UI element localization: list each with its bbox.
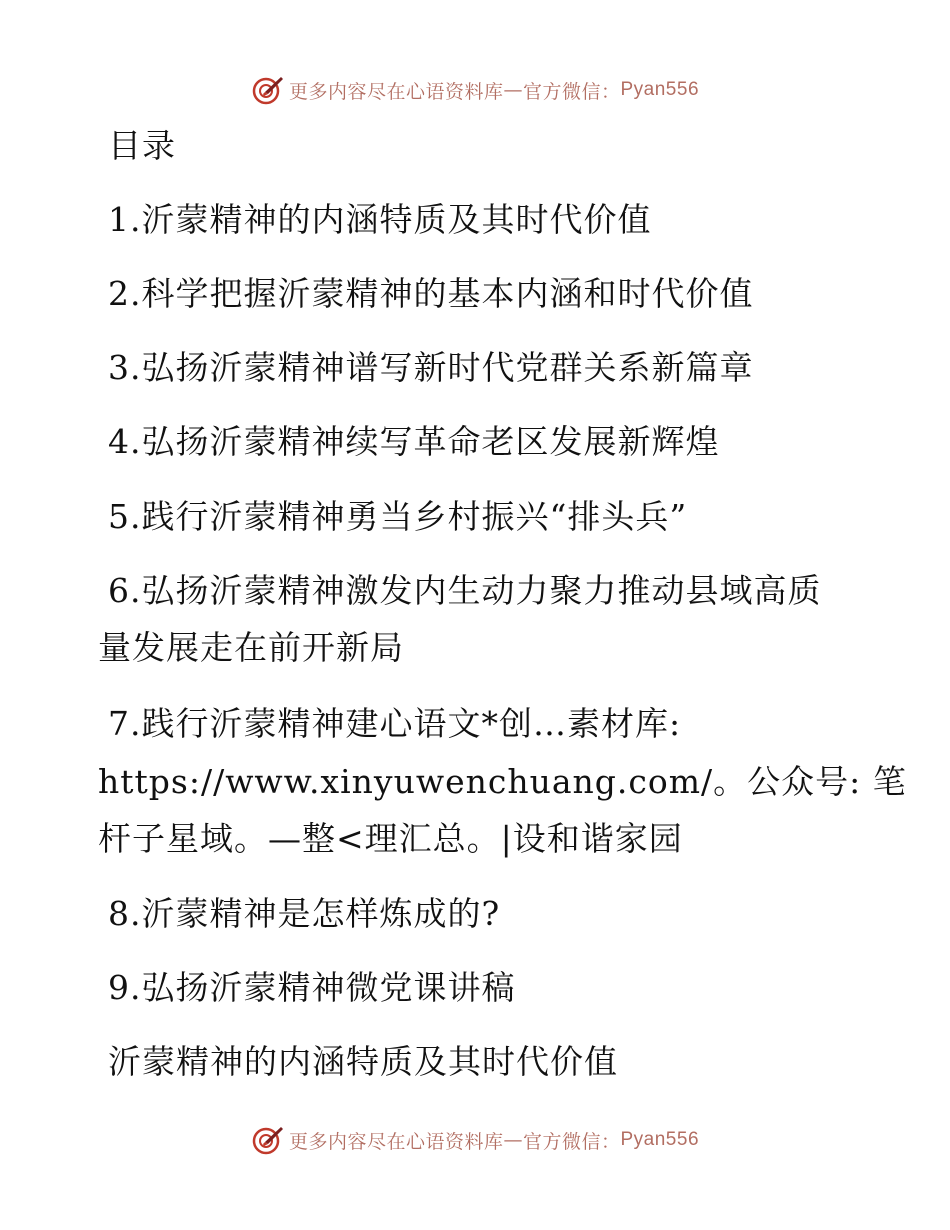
footer-watermark xyxy=(0,1120,950,1160)
watermark-brand-text: 更多内容尽在心语资料库 xyxy=(288,1130,504,1153)
watermark-official-text: 官方微信： xyxy=(522,80,621,103)
watermark-wechat-id: Pyan556 xyxy=(620,79,700,100)
toc-item-1: 1.沂蒙精神的内涵特质及其时代价值 xyxy=(108,200,652,239)
watermark-brand-text: 更多内容尽在心语资料库 xyxy=(288,80,504,103)
watermark-dash: — xyxy=(503,1129,523,1151)
pen-logo-icon xyxy=(251,1123,285,1157)
watermark-wechat-id: Pyan556 xyxy=(620,1129,700,1150)
toc-item-7-line-1: 7.践行沂蒙精神建心语文*创…素材库: xyxy=(108,704,682,743)
toc-item-7-line-2: https://www.xinyuwenchuang.com/。公众号: 笔 xyxy=(98,762,907,801)
toc-item-7-line-3: 杆子星域。—整<理汇总。|设和谐家园 xyxy=(98,819,683,858)
toc-item-3: 3.弘扬沂蒙精神谱写新时代党群关系新篇章 xyxy=(108,348,754,387)
section-title: 沂蒙精神的内涵特质及其时代价值 xyxy=(108,1042,618,1081)
pen-logo-icon xyxy=(251,73,285,107)
toc-item-6-line-2: 量发展走在前开新局 xyxy=(98,628,404,667)
toc-item-2: 2.科学把握沂蒙精神的基本内涵和时代价值 xyxy=(108,274,754,313)
toc-item-5: 5.践行沂蒙精神勇当乡村振兴“排头兵” xyxy=(108,497,688,536)
watermark-official-text: 官方微信： xyxy=(522,1130,621,1153)
toc-item-9: 9.弘扬沂蒙精神微党课讲稿 xyxy=(108,968,516,1007)
toc-heading: 目录 xyxy=(108,126,176,165)
header-watermark xyxy=(0,70,950,110)
toc-item-6-line-1: 6.弘扬沂蒙精神激发内生动力聚力推动县域高质 xyxy=(108,571,822,610)
watermark-dash: — xyxy=(503,79,523,101)
toc-item-8: 8.沂蒙精神是怎样炼成的? xyxy=(108,894,501,933)
toc-item-4: 4.弘扬沂蒙精神续写革命老区发展新辉煌 xyxy=(108,422,720,461)
